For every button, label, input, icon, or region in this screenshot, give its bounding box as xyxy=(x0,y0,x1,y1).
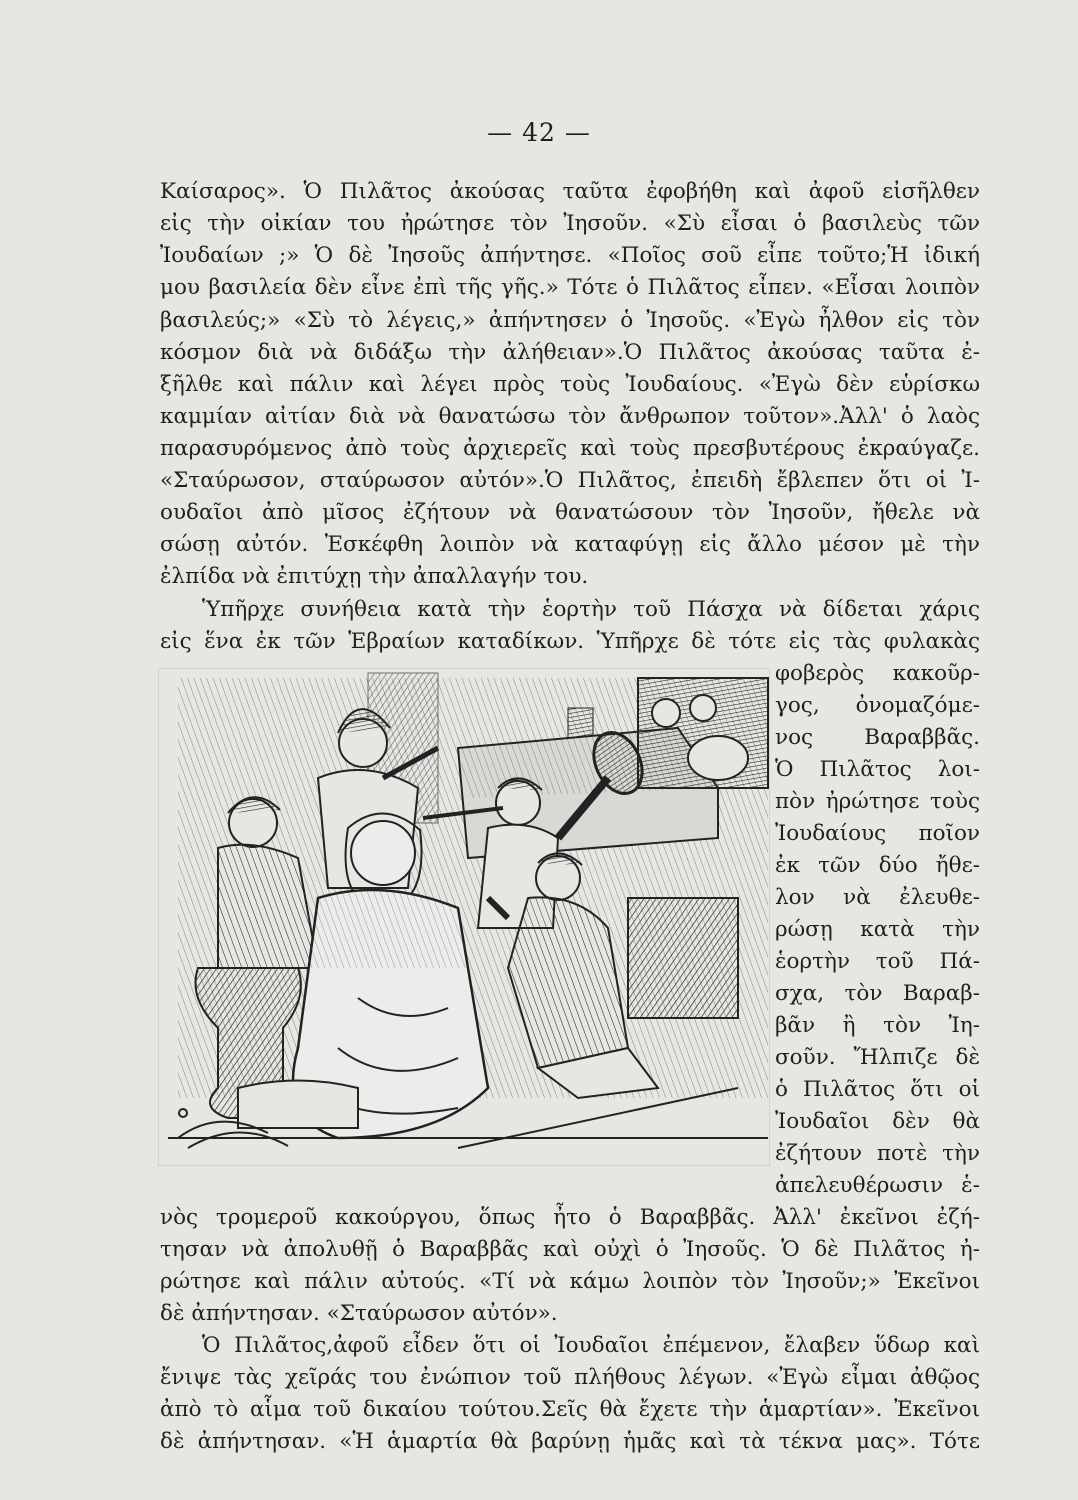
text-line: κόσμον διὰ νὰ διδάξω τὴν ἀλήθειαν».Ὁ Πιλᾶτος ἀκούσας ταῦτα ἐ- xyxy=(160,340,980,365)
text-line: δὲ ἀπήντησαν. «Σταύρωσον αὐτόν». xyxy=(160,1301,558,1326)
text-line: ουδαῖοι ἀπὸ μῖσος ἐζήτουν νὰ θανατώσουν τὸν Ἰησοῦν, ἤθελε νὰ xyxy=(160,500,980,525)
text-line: Ἰουδαίων ;» Ὁ δὲ Ἰησοῦς ἀπήντησε. «Ποῖος σοῦ εἶπε τοῦτο;Ἡ ἰδική xyxy=(160,243,980,268)
side-text-line: σοῦν. Ἤλπιζε δὲ xyxy=(775,1045,980,1070)
side-text-line: Ἰουδαῖοι δὲν θὰ xyxy=(775,1109,980,1134)
side-text-line: λον νὰ ἐλευθε- xyxy=(775,885,980,910)
text-line: ἔνιψε τὰς χεῖράς του ἐνώπιον τοῦ πλήθους λέγων. «Ἐγὼ εἶμαι ἀθῷος xyxy=(160,1365,980,1390)
text-line: Ὁ Πιλᾶτος,ἀφοῦ εἶδεν ὅτι οἱ Ἰουδαῖοι ἐπέμενον, ἔλαβεν ὕδωρ καὶ xyxy=(202,1333,980,1358)
side-text-line: φοβερὸς κακοῦρ- xyxy=(775,661,980,686)
text-line: ρώτησε καὶ πάλιν αὐτούς. «Τί νὰ κάμω λοιπὸν τὸν Ἰησοῦν;» Ἐκεῖνοι xyxy=(160,1269,980,1294)
page-number: — 42 — xyxy=(487,118,591,147)
side-text-line: ἐκ τῶν δύο ἤθε- xyxy=(775,853,980,878)
text-line: τησαν νὰ ἀπολυθῇ ὁ Βαραββᾶς καὶ οὐχὶ ὁ Ἰησοῦς. Ὁ δὲ Πιλᾶτος ἠ- xyxy=(160,1237,980,1262)
text-line: παρασυρόμενος ἀπὸ τοὺς ἀρχιερεῖς καὶ τοὺς πρεσβυτέρους ἐκραύγαζε. xyxy=(160,436,980,461)
text-line: νὸς τρομεροῦ κακούργου, ὅπως ἦτο ὁ Βαραββᾶς. Ἀλλ' ἐκεῖνοι ἐζή- xyxy=(160,1205,980,1230)
text-line: βασιλεύς;» «Σὺ τὸ λέγεις,» ἀπήντησεν ὁ Ἰησοῦς. «Ἐγὼ ἦλθον εἰς τὸν xyxy=(160,308,980,333)
side-text-line: πὸν ἠρώτησε τοὺς xyxy=(775,789,980,814)
side-text-line: γος, ὀνομαζόμε- xyxy=(775,693,980,718)
engraving-illustration xyxy=(158,668,770,1166)
text-line: εἰς ἕνα ἐκ τῶν Ἑβραίων καταδίκων. Ὑπῆρχε δὲ τότε εἰς τὰς φυλακὰς xyxy=(160,629,980,654)
side-text-line: ὁ Πιλᾶτος ὅτι οἱ xyxy=(775,1077,980,1102)
side-text-line: Ὁ Πιλᾶτος λοι- xyxy=(775,757,980,782)
side-text-line: ρώσῃ κατὰ τὴν xyxy=(775,917,980,942)
side-text-line: σχα, τὸν Βαραβ- xyxy=(775,981,980,1006)
text-line: ἀπὸ τὸ αἷμα τοῦ δικαίου τούτου.Σεῖς θὰ ἔχετε τὴν ἁμαρτίαν». Ἐκεῖνοι xyxy=(160,1397,980,1422)
text-line: Ὑπῆρχε συνήθεια κατὰ τὴν ἑορτὴν τοῦ Πάσχα νὰ δίδεται χάρις xyxy=(202,597,980,622)
side-text-line: Ἰουδαίους ποῖον xyxy=(775,821,980,846)
side-text-line: νος Βαραββᾶς. xyxy=(775,725,980,750)
text-line: ἐλπίδα νὰ ἐπιτύχῃ τὴν ἀπαλλαγήν του. xyxy=(160,564,589,589)
text-line: Καίσαρος». Ὁ Πιλᾶτος ἀκούσας ταῦτα ἐφοβήθη καὶ ἀφοῦ εἰσῆλθεν xyxy=(160,179,980,204)
side-text-line: ἑορτὴν τοῦ Πά- xyxy=(775,949,980,974)
text-line: «Σταύρωσον, σταύρωσον αὐτόν».Ὁ Πιλᾶτος, ἐπειδὴ ἔβλεπεν ὅτι οἱ Ἰ- xyxy=(160,468,980,493)
side-text-line: βᾶν ἢ τὸν Ἰη- xyxy=(775,1013,980,1038)
text-line: δὲ ἀπήντησαν. «Ἡ ἁμαρτία θὰ βαρύνῃ ἡμᾶς καὶ τὰ τέκνα μας». Τότε xyxy=(160,1429,980,1454)
side-text-line: ἐζήτουν ποτὲ τὴν xyxy=(775,1141,980,1166)
text-line: ξῆλθε καὶ πάλιν καὶ λέγει πρὸς τοὺς Ἰουδαίους. «Ἐγὼ δὲν εὑρίσκω xyxy=(160,372,980,397)
text-line: μου βασιλεία δὲν εἶνε ἐπὶ τῆς γῆς.» Τότε ὁ Πιλᾶτος εἶπεν. «Εἶσαι λοιπὸν xyxy=(160,275,980,300)
side-text-line: ἀπελευθέρωσιν ἑ- xyxy=(775,1173,980,1198)
text-line: σώσῃ αὐτόν. Ἐσκέφθη λοιπὸν νὰ καταφύγῃ εἰς ἄλλο μέσον μὲ τὴν xyxy=(160,532,980,557)
text-line: εἰς τὴν οἰκίαν του ἠρώτησε τὸν Ἰησοῦν. «Σὺ εἶσαι ὁ βασιλεὺς τῶν xyxy=(160,211,980,236)
text-line: καμμίαν αἰτίαν διὰ νὰ θανατώσω τὸν ἄνθρωπον τοῦτον».Ἀλλ' ὁ λαὸς xyxy=(160,404,980,429)
